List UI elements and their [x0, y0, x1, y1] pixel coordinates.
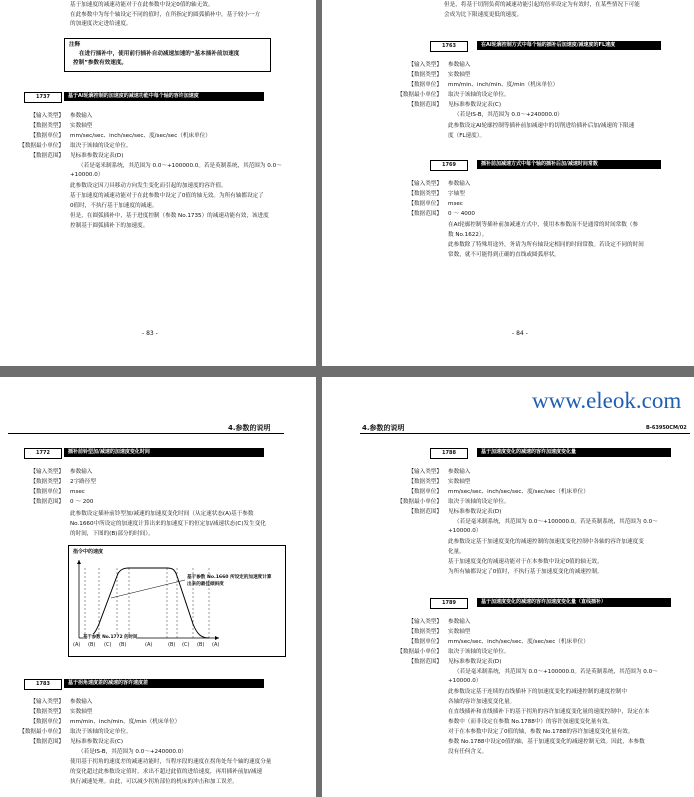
range-detail-2: +10000.0） [70, 172, 104, 178]
label-data-type: 【数据类型】 [30, 709, 64, 715]
param-title-1788: 基于加速度变化的减速的容许加速度变化量 [477, 448, 671, 457]
segment-b-3: (B) [168, 642, 176, 648]
segment-c-2: (C) [182, 642, 190, 648]
param-number-1788: 1788 [430, 448, 468, 459]
label-input-type: 【输入类型】 [408, 619, 442, 625]
param-number-1783: 1783 [24, 679, 62, 690]
desc2-line-7: 没有任何含义。 [448, 749, 488, 755]
label-data-unit: 【数据单位】 [408, 489, 442, 495]
param-title-1772: 插补前铃型加/减速的加速度变化时间 [64, 448, 264, 457]
label-data-min-unit: 【数据最小单位】 [397, 649, 442, 655]
value-input-type: 参数输入 [448, 469, 471, 475]
value-input-type: 参数输入 [448, 181, 471, 187]
desc2-line-2: 各轴的容许加速度变化量。 [448, 699, 516, 705]
label-data-unit: 【数据单位】 [30, 489, 64, 495]
param-number-1789: 1789 [430, 598, 468, 609]
value-data-min-unit: 取决于该轴的设定单位。 [448, 92, 510, 98]
range-detail-1: （若是毫米制系统，其范围为 0.0～+100000.0。若是英制系统，其范围为 0.0～ [78, 163, 282, 169]
label-input-type: 【输入类型】 [30, 699, 64, 705]
section-header: 4.参数的说明 [362, 424, 405, 432]
label-data-min-unit: 【数据最小单位】 [397, 499, 442, 505]
segment-a-3: (A) [212, 642, 220, 648]
desc2-line-1: 使用基于拐角的速度差的减速功能时，当程序段的速度在拐角处每个轴的速度分量 [70, 759, 272, 765]
watermark-link[interactable]: www.eleok.com [532, 388, 682, 413]
fig-speed-label: 指令中的速度 [73, 549, 104, 555]
param-number-1772: 1772 [24, 448, 62, 459]
value-data-range: 见标准参数设定表(C) [448, 102, 502, 108]
param-title-1789: 基于加速度变化的减速的容许加速度变化量（直线插补） [477, 598, 671, 607]
desc-line-2: No.1660中所设定的加速度计算出来的加速度下的恒定加/减速状态(C)发生变化 [70, 521, 266, 527]
range-detail-2: +10000.0） [448, 528, 482, 534]
label-data-range: 【数据范围】 [408, 509, 442, 515]
label-data-type: 【数据类型】 [408, 629, 442, 635]
note-box [64, 38, 271, 72]
desc2-line-2: 数 No.1622）。 [448, 232, 488, 238]
value-data-range: 见标准参数设定表(C) [70, 739, 124, 745]
desc-line-3: 的时间，下图的(B)部分的时间）。 [70, 531, 154, 537]
param-number-1763: 1763 [430, 41, 468, 52]
range-detail: （若是IS-B，其范围为 0.0～+240000.0） [454, 112, 563, 118]
param-number-1769: 1769 [430, 160, 468, 171]
intro-line-1: 基于加速度的减速功能对于在此参数中设定0值的轴无效。 [70, 2, 214, 8]
label-data-unit: 【数据单位】 [408, 639, 442, 645]
top-line-2: 会成为比下限速度更低的速度。 [444, 12, 523, 18]
value-data-min-unit: 取决于该轴的设定单位。 [70, 729, 132, 735]
bell-accel-figure [68, 545, 286, 657]
label-data-min-unit: 【数据最小单位】 [397, 92, 442, 98]
label-data-range: 【数据范围】 [30, 739, 64, 745]
param-title-1783: 基于拐角速度差的减速的容许速度差 [64, 679, 264, 688]
range-detail-1: （若是毫米制系统，其范围为 0.0～+100000.0。若是英制系统，其范围为 0.0～ [454, 519, 658, 525]
desc2-line-3: 在直线插补和直线插补下的基于拐角的容许加速度变化量的速度控制中，设定在本 [448, 709, 650, 715]
desc-line-1: 此参数设定插补前铃型加/减速的加速度变化时间（从定速状态(A)基于参数 [70, 511, 254, 517]
param-title-1737: 基于AI轮廓控制的加速度的减速功能中每个轴的容许加速度 [64, 92, 264, 101]
label-data-unit: 【数据单位】 [408, 82, 442, 88]
desc2-line-1: 在AI轮廓控制等插补前加减速方式中，使用本参数而不是通常的时间常数（参 [448, 222, 639, 228]
range2-detail-2: +10000.0） [448, 678, 482, 684]
label-input-type: 【输入类型】 [408, 62, 442, 68]
label-data-type: 【数据类型】 [408, 479, 442, 485]
label-data-type: 【数据类型】 [30, 123, 64, 129]
fig-note-line-2: 出来的最佳倾斜度 [187, 582, 224, 587]
value-data-unit: msec [448, 201, 463, 207]
value-data-type: 实数轴型 [448, 629, 471, 635]
desc-line-2: 度（FL速度）。 [448, 133, 486, 139]
label-data-range: 【数据范围】 [30, 153, 64, 159]
value-input-type: 参数输入 [70, 113, 93, 119]
desc2-line-4: 参数中（而非设定在参数 No.1788中）的容许加速度变化量有效。 [448, 719, 614, 725]
manual-page-83 [0, 0, 316, 366]
value-data-type: 2字路径型 [70, 479, 96, 485]
label-input-type: 【输入类型】 [408, 181, 442, 187]
segment-a-1: (A) [73, 642, 81, 648]
value-data-type: 字轴型 [448, 191, 465, 197]
value-input-type: 参数输入 [448, 62, 471, 68]
fig-time-label: 基于参数 No.1772 的时间 [83, 635, 138, 640]
desc-line-1: 此参数设定AI轮廓控制等插补前加减速中的切削进给插补后加/减速的下限速 [448, 123, 635, 129]
desc2-line-3: 此参数除了特殊用途外，务请为所有轴设定相同的时间常数。若设定不同的时间 [448, 242, 644, 248]
range-detail: （若是IS-B，其范围为 0.0～+240000.0） [78, 749, 187, 755]
value-data-unit: mm/min、inch/min、度/min（机床单位） [448, 82, 559, 88]
desc2-line-2: 的变化超过此参数设定值时，求出不超过此值的进给速度，再用插补前加/减速 [70, 769, 263, 775]
header-rule [8, 433, 284, 434]
intro-line-2: 在此参数中为每个轴设定不同的值时，在所指定的圆弧插补中，基于较小一方 [70, 12, 261, 18]
value-data-min-unit: 取决于该轴的设定单位。 [448, 649, 510, 655]
value-data-range: 见标准参数设定表(D) [448, 659, 502, 665]
document-code: B-63950CM/02 [646, 425, 687, 431]
value-data-type: 实数轴型 [70, 709, 93, 715]
segment-b-2: (B) [119, 642, 127, 648]
desc-line-4: 为所有轴都设定了0值时，不执行基于加速度变化的减速控制。 [448, 569, 603, 575]
value-data-unit: msec [70, 489, 85, 495]
desc-line-3: 基于加速度变化的减速功能对于在本参数中设定0值的轴无效。 [448, 559, 603, 565]
desc-line-1: 此参数设定因刀具移动方向发生变化而引起的加速度的容许值。 [70, 183, 227, 189]
value-data-range: 见标准参数设定表(D) [70, 153, 124, 159]
label-input-type: 【输入类型】 [408, 469, 442, 475]
manual-page-84 [322, 0, 694, 366]
desc-line-5: 控制基于圆弧插补下的加速度。 [70, 223, 149, 229]
segment-c-1: (C) [104, 642, 112, 648]
page-number: - 83 - [142, 330, 158, 337]
label-data-unit: 【数据单位】 [408, 201, 442, 207]
label-data-type: 【数据类型】 [408, 191, 442, 197]
label-data-range: 【数据范围】 [30, 499, 64, 505]
desc-line-1: 此参数设定基于加速度变化的减速控制的加速度变化控制中各轴的容许加速度变 [448, 539, 644, 545]
param-title-1763: 在AI轮廓控制方式中每个轴的插补后加速度/减速度的FL速度 [477, 41, 661, 50]
label-data-range: 【数据范围】 [408, 211, 442, 217]
top-line-1: 但是，将基于切削负荷的减速功能引起的倍率设定为有效时，在某些情况下可能 [444, 2, 640, 8]
label-input-type: 【输入类型】 [30, 113, 64, 119]
value-data-range: 见标准参数设定表(D) [448, 509, 502, 515]
label-data-type: 【数据类型】 [30, 479, 64, 485]
label-data-type: 【数据类型】 [408, 72, 442, 78]
desc-line-2: 基于加速度的减速功能对于在此参数中设定了0值的轴无效。为所有轴都设定了 [70, 193, 264, 199]
label-data-min-unit: 【数据最小单位】 [19, 143, 64, 149]
label-data-range: 【数据范围】 [408, 659, 442, 665]
value-data-unit: mm/sec/sec、inch/sec/sec、度/sec/sec（机床单位） [448, 639, 589, 645]
value-data-type: 实数轴型 [70, 123, 93, 129]
manual-page-lower-left [0, 377, 316, 797]
intro-line-3: 的加速度决定进给速度。 [70, 21, 132, 27]
desc2-line-4: 常数，就不可能得到正确的直线或圆弧形状。 [448, 252, 560, 258]
desc-line-3: 0值时，不执行基于加速度的减速。 [70, 203, 158, 209]
note-title: 注释 [69, 42, 81, 48]
value-data-range: 0 ～ 4000 [448, 211, 475, 217]
desc2-line-6: 参数 No.1788中设定0值的轴，基于加速度变化的减速控制无效。因此，本参数 [448, 739, 645, 745]
param-title-1769: 插补前加减速方式中每个轴的插补后加/减速时间常数 [477, 160, 661, 169]
value-input-type: 参数输入 [448, 619, 471, 625]
fig-note-line-1: 基于参数 No.1660 所设定的加速度计算 [187, 575, 272, 580]
value-data-unit: mm/sec/sec、inch/sec/sec、度/sec/sec（机床单位） [70, 133, 211, 139]
desc2-line-1: 此参数设定基于连续的直线插补下的加速度变化的减速控制的速度控制中 [448, 689, 628, 695]
value-data-type: 实数轴型 [448, 479, 471, 485]
value-data-range: 0 ～ 200 [70, 499, 94, 505]
range2-detail-1: （若是毫米制系统，其范围为 0.0～+100000.0。若是英制系统，其范围为 0.0～ [454, 669, 658, 675]
value-data-unit: mm/min、inch/min、度/min（机床单位） [70, 719, 181, 725]
desc2-line-3: 执行减速处理。由此，可以减少拐角部位的机床的冲击和加工误差。 [70, 779, 238, 785]
header-rule [360, 433, 690, 434]
label-input-type: 【输入类型】 [30, 469, 64, 475]
value-data-min-unit: 取决于该轴的设定单位。 [70, 143, 132, 149]
manual-page-lower-right [322, 377, 694, 797]
note-line-2: 控制”参数有效速度。 [73, 60, 128, 66]
value-input-type: 参数输入 [70, 469, 93, 475]
page-number: - 84 - [512, 330, 528, 337]
label-data-unit: 【数据单位】 [30, 133, 64, 139]
value-data-unit: mm/sec/sec、inch/sec/sec、度/sec/sec（机床单位） [448, 489, 589, 495]
param-number-1737: 1737 [24, 92, 62, 103]
label-data-min-unit: 【数据最小单位】 [19, 729, 64, 735]
value-data-min-unit: 取决于该轴的设定单位。 [448, 499, 510, 505]
label-data-range: 【数据范围】 [408, 102, 442, 108]
desc-line-4: 但是，在圆弧插补中，基于进度控制（参数 No.1735）的减速功能有效，该进度 [70, 213, 269, 219]
segment-b-4: (B) [197, 642, 205, 648]
label-data-unit: 【数据单位】 [30, 719, 64, 725]
segment-a-2: (A) [145, 642, 153, 648]
note-line-1: 在进行插补中，使用前行插补自动减速加速的“基本插补前加速度 [79, 51, 240, 57]
value-input-type: 参数输入 [70, 699, 93, 705]
desc-line-2: 化量。 [448, 549, 465, 555]
desc2-line-5: 对于在本参数中设定了0值的轴，参数 No.1788的容许加速度变化量有效。 [448, 729, 634, 735]
segment-b-1: (B) [88, 642, 96, 648]
section-header: 4.参数的说明 [228, 424, 271, 432]
value-data-type: 实数轴型 [448, 72, 471, 78]
